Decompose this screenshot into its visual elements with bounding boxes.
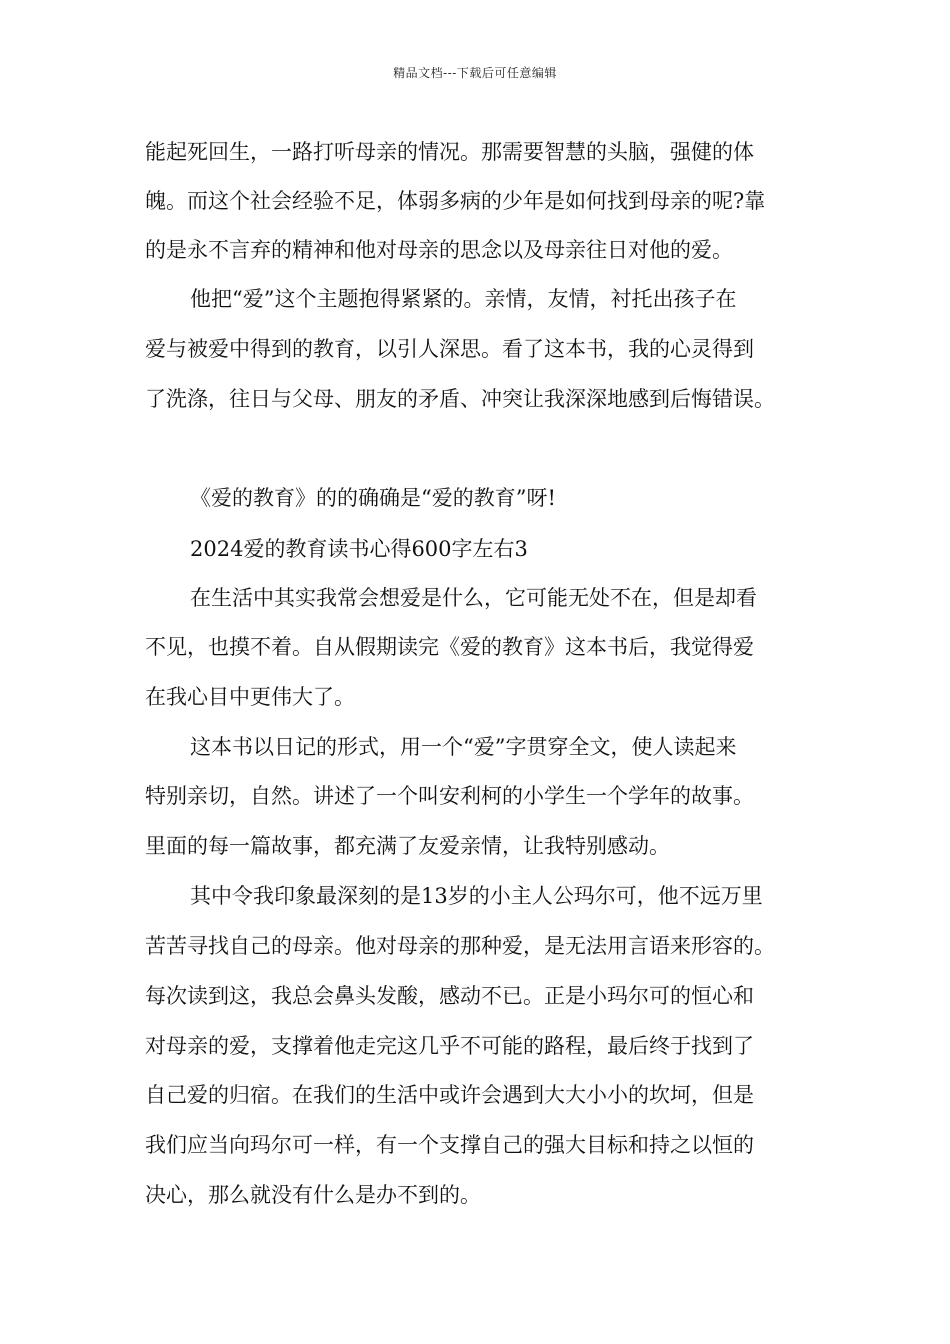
text-line: 里面的每一篇故事，都充满了友爱亲情，让我特别感动。: [145, 834, 670, 858]
text-line: 我们应当向玛尔可一样，有一个支撑自己的强大目标和持之以恒的: [145, 1133, 754, 1157]
text-line: 每次读到这，我总会鼻头发酸，感动不已。正是小玛尔可的恒心和: [145, 984, 754, 1008]
paragraph-start-line: 《爱的教育》的的确确是“爱的教育”呀!: [190, 486, 556, 510]
text-line: 苦苦寻找自己的母亲。他对母亲的那种爱，是无法用言语来形容的。: [145, 934, 775, 958]
text-line: 的是永不言弃的精神和他对母亲的思念以及母亲往日对他的爱。: [145, 238, 733, 262]
text-line: 不见，也摸不着。自从假期读完《爱的教育》这本书后，我觉得爱: [145, 635, 754, 659]
paragraph-start-line: 其中令我印象最深刻的是13岁的小主人公玛尔可，他不远万里: [190, 884, 763, 908]
paragraph-start-line: 他把“爱”这个主题抱得紧紧的。亲情，友情，衬托出孩子在: [190, 287, 737, 311]
page-header: 精品文档---下载后可任意编辑: [393, 66, 557, 80]
text-line: 魄。而这个社会经验不足，体弱多病的少年是如何找到母亲的呢?靠: [145, 189, 766, 213]
text-line: 特别亲切，自然。讲述了一个叫安利柯的小学生一个学年的故事。: [145, 784, 754, 808]
text-line: 对母亲的爱，支撑着他走完这几乎不可能的路程，最后终于找到了: [145, 1034, 754, 1058]
section-title: 2024爱的教育读书心得600字左右3: [190, 537, 528, 561]
text-line: 了洗涤，往日与父母、朋友的矛盾、冲突让我深深地感到后悔错误。: [145, 387, 775, 411]
text-line: 爱与被爱中得到的教育，以引人深思。看了这本书，我的心灵得到: [145, 337, 754, 361]
paragraph-start-line: 在生活中其实我常会想爱是什么，它可能无处不在，但是却看: [190, 586, 757, 610]
paragraph-start-line: 这本书以日记的形式，用一个“爱”字贯穿全文，使人读起来: [190, 735, 737, 759]
text-line: 自己爱的归宿。在我们的生活中或许会遇到大大小小的坎坷，但是: [145, 1083, 754, 1107]
text-line: 在我心目中更伟大了。: [145, 685, 355, 709]
text-line: 决心，那么就没有什么是办不到的。: [145, 1183, 481, 1207]
text-line: 能起死回生，一路打听母亲的情况。那需要智慧的头脑，强健的体: [145, 140, 754, 164]
